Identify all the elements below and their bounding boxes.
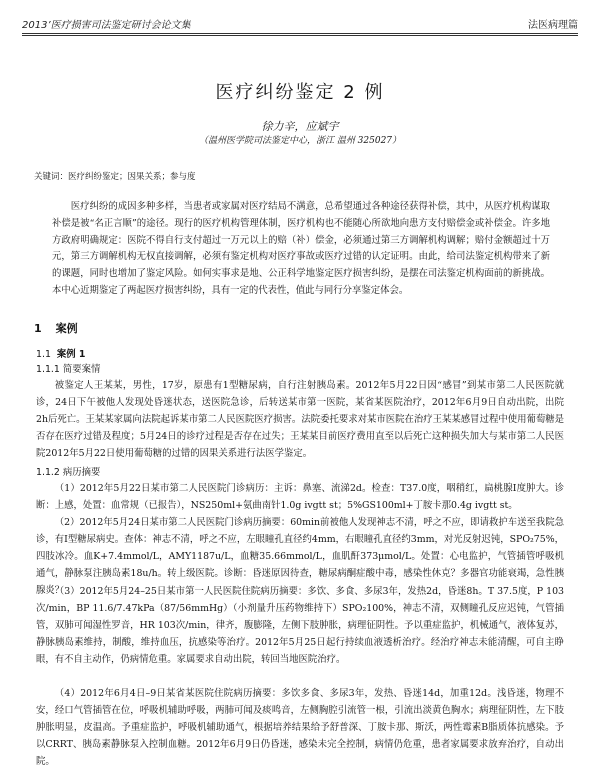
record-item-1: （1）2012年5月22日某市第二人民医院门诊病历：主诉：鼻塞、流涕2d。检查：T37.0度，咽稍红，扁桃腺Ⅰ度肿大。诊断：上感，处置：血常规（已报告），NS250ml+氨曲南针1.0g ivgtt st；5%GS100ml+丁胺卡那0.4g ivgtt st。	[36, 483, 564, 511]
case-number: 1.1	[36, 349, 51, 360]
case-heading	[36, 346, 85, 360]
summary-heading: 1.1.1 简要案情	[36, 364, 101, 375]
keywords: 关键词：医疗纠纷鉴定；因果关系；参与度	[34, 172, 196, 182]
case-summary-paragraph: 被鉴定人王某某，男性，17岁，原患有1型糖尿病，自行注射胰岛素。2012年5月22日因“感冒”到某市第二人民医院就诊，24日下午被他人发现处昏迷状态，送医院急诊，后转送某市第一医院，某省某医院治疗，2012年6月9日自动出院，出院2h后死亡。王某某家属向法院起诉某市第二人民医院医疗损害。法院委托要求对某市医院在治疗王某某感冒过程中使用葡萄糖是否存在医疗过错及程度；5月24日的诊疗过程是否存在过失；王某某目前医疗费用直至以后死亡这种损失加大与某市第二人民医院2012年5月22日使用葡萄糖的过错的因果关系进行法医学鉴定。	[36, 380, 564, 459]
section-label: 案例	[55, 322, 78, 335]
header-rule-bottom	[22, 35, 578, 36]
section-heading-cases	[34, 320, 78, 336]
record-item-2: （2）2012年5月24日某市第二人民医院门诊病历摘要：60min前被他人发现神志不清，呼之不应，即请救护车送至我院急诊，有Ⅰ型糖尿病史。查体：神志不清，呼之不应，左眼瞳孔直径约4mm，右眼瞳孔直径约3mm，对光反射迟钝，SPO₂75%，四肢冰冷。血K+7.4mmol/L，AMY1187u/L，血糖35.66mmol/L，血肌酐373μmol/L。处置：心电监护，气管插管呼吸机通气，静脉泵注胰岛素18u/h。转上级医院。诊断：昏迷原因待查，糖尿病酮症酸中毒，感染性休克？多器官功能衰竭，急性胰腺炎？	[36, 517, 564, 596]
header-proceedings-title: 2013’医疗损害司法鉴定研讨会论文集	[22, 20, 191, 31]
header-rule-top	[22, 33, 578, 34]
records-heading: 1.1.2 病历摘要	[36, 467, 101, 478]
running-header	[22, 16, 578, 32]
header-section-name: 法医病理篇	[528, 20, 578, 31]
section-number: 1	[34, 322, 42, 335]
paper-authors: 徐力辛，应斌宇	[261, 120, 339, 133]
paper-affiliation: （温州医学院司法鉴定中心，浙江 温州 325027）	[198, 136, 402, 146]
record-item-4: （4）2012年6月4日–9日某省某医院住院病历摘要：多饮多食、多尿3年，发热、昏迷14d，加重12d。浅昏迷，物理不安，经口气管插管在位，呼吸机辅助呼吸，两肺可闻及痰鸣音，左侧胸腔引流管一根，引流出淡黄色胸水；病理征阴性，左下肢肿胀明显，皮温高。予重症监护，呼吸机辅助通气，根据培养结果给予舒普深、丁胺卡那、斯沃，两性霉素B脂质体抗感染。予以CRRT、胰岛素静脉泵入控制血糖。2012年6月9日仍昏迷，感染未完全控制，病情仍危重，患者家属要求放弃治疗，自动出院。	[36, 688, 564, 767]
abstract-paragraph: 医疗纠纷的成因多种多样，当患者或家属对医疗结局不满意，总希望通过各种途径获得补偿，其中，从医疗机构谋取补偿是被“名正言顺”的途径。现行的医疗机构管理体制，医疗机构也不能随心所欲地向患方支付赔偿金或补偿金。许多地方政府明确规定：医院不得自行支付超过一万元以上的赔（补）偿金，必须通过第三方调解机构调解；赔付金额超过十万元，第三方调解机构无权直接调解，必须有鉴定机构对医疗事故或医疗过错的认定证明。由此，给司法鉴定机构带来了新的课题，同时也增加了鉴定风险。如何实事求是地、公正科学地鉴定医疗损害纠纷，是摆在司法鉴定机构面前的新挑战。本中心近期鉴定了两起医疗损害纠纷，具有一定的代表性，值此与同行分享鉴定体会。	[52, 201, 550, 296]
paper-title: 医疗纠纷鉴定 2 例	[215, 82, 385, 103]
case-label: 案例 1	[56, 349, 86, 360]
record-item-3: （3）2012年5月24–25日某市第一人民医院住院病历摘要：多饮、多食、多尿3年，发热2d，昏迷8h。T 37.5度，P 103次/min，BP 11.6/7.47kPa（87/56mmHg）（小剂量升压药物维持下）SPO₂100%，神志不清，双侧瞳孔反应迟钝，气管插管，双肺可闻湿性罗音，HR 103次/min，律齐，腹膨隆，左侧下肢肿胀，病理征阴性。予以重症监护，机械通气，液体复苏，静脉胰岛素维持，制酸，维持血压，抗感染等治疗。2012年5月25日起行持续血液透析治疗。经治疗神志未能清醒，可自主睁眼，有不自主动作，仍病情危重。家属要求自动出院，转回当地医院治疗。	[36, 586, 564, 665]
